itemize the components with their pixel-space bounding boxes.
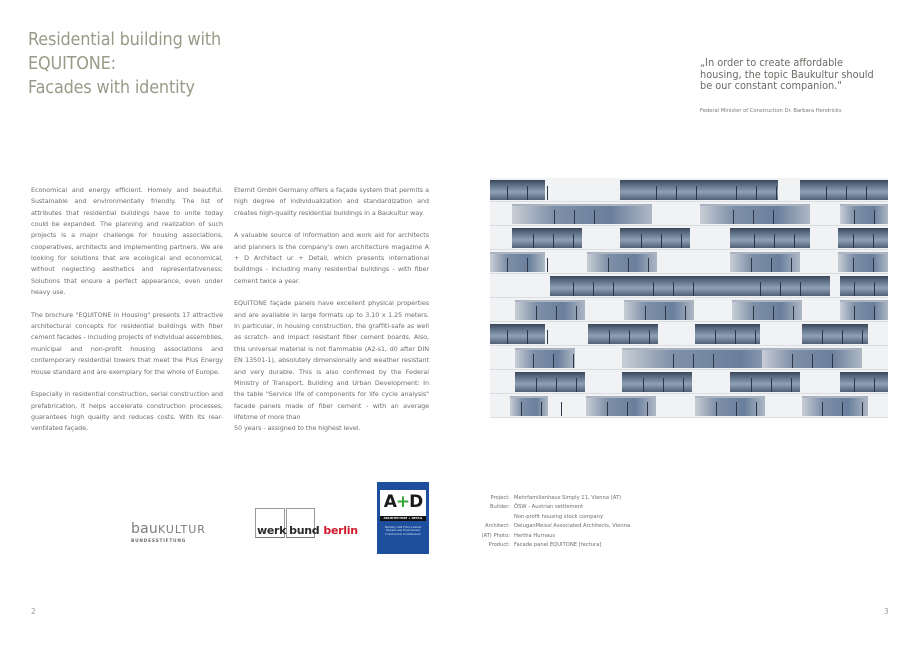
window <box>515 348 575 368</box>
window <box>838 228 888 248</box>
window <box>512 204 652 224</box>
window <box>718 180 778 200</box>
baukultur-logo-text: bau <box>131 521 158 537</box>
window <box>620 228 690 248</box>
paragraph: EQUITONE façade panels have excellent physical properties and are available in large formats up to 3.10 x 1.25 meters. In particular, in housing construction, the graffiti-safe as well as scratch- and impact resistant fiber cement boards. Also, this universal material is not flammable (A2-s1, d0 after DIN EN 13501-1), absolutely dimensionally and weather resistant and very durable. This is also confirmed by the Federal Ministry of Transport, Building and Urban Development: In the table "Service life of components for life cycle analysis" facade panels made of fiber cement - with an average lifetime of more than <box>234 299 429 421</box>
facade-row <box>490 394 888 418</box>
window <box>695 324 760 344</box>
facade-row <box>490 250 888 274</box>
credit-row: Product: Facade panel EQUITONE [tectura] <box>488 542 602 549</box>
window <box>802 396 868 416</box>
window <box>620 276 730 296</box>
ad-letter: A <box>383 492 396 512</box>
title-line-2: EQUITONE: <box>28 54 116 74</box>
paragraph: The brochure "EQUITONE in Housing" presents 17 attractive architectural concepts for residential buildings with fiber cement facades - including projects of individual assemblies, municipal and non-profit housing associations and contemporary residential towers that meet the Plus Energy House standard and are exemplary for the whole of Europe. <box>31 310 223 376</box>
window <box>840 300 888 320</box>
werkbund-word-berlin: berlin <box>323 524 358 537</box>
window <box>588 324 658 344</box>
window <box>512 228 582 248</box>
ad-letter: D <box>409 492 423 512</box>
baukultur-logo-text-upper: KULTUR <box>157 523 206 536</box>
window <box>490 324 545 344</box>
window <box>840 276 888 296</box>
paragraph: A valuable source of information and work aid for architects and planners is the company's own architecture magazine A + D Architect ur + Detail, which presents international buildings - including many residential buildings - with fiber cement twice a year. <box>234 231 429 285</box>
window <box>624 300 694 320</box>
window <box>700 204 810 224</box>
window <box>730 276 830 296</box>
window <box>840 204 888 224</box>
body-column-2 <box>234 185 429 435</box>
project-credits <box>476 494 630 550</box>
title-line-1: Residential building with <box>28 30 221 50</box>
paragraph: Especially in residential construction, serial construction and prefabrication, it helps accelerate construction processes, guarantees high quality and reduces costs. With its rear-ventilated façade, <box>31 390 223 433</box>
window <box>490 180 545 200</box>
ad-magazine-cover <box>377 482 429 554</box>
window <box>490 252 545 272</box>
window <box>587 252 657 272</box>
window <box>730 228 810 248</box>
window <box>515 300 585 320</box>
window <box>730 252 800 272</box>
page-number-right: 3 <box>884 607 889 616</box>
facade-row <box>490 346 888 370</box>
window <box>510 396 548 416</box>
window <box>762 348 862 368</box>
paragraph: 50 years - assigned to the highest level. <box>234 424 361 433</box>
ad-band: ARCHITECTURE + DETAIL <box>380 516 426 521</box>
window <box>800 180 888 200</box>
ad-plus: + <box>395 492 410 512</box>
facade-row <box>490 178 888 202</box>
window <box>586 396 656 416</box>
facade-row <box>490 274 888 298</box>
baukultur-logo-sub: BUNDESSTIFTUNG <box>131 539 187 544</box>
werkbund-word: werk <box>257 524 287 537</box>
page-title <box>28 28 230 100</box>
body-column-1 <box>31 185 223 435</box>
credit-row: Builder: ÖSW - Austrian settlement <box>489 504 584 511</box>
window <box>840 372 888 392</box>
facade-row <box>490 202 888 226</box>
window <box>802 324 868 344</box>
building-facade-photo <box>490 178 888 418</box>
credit-row: Non-profit housing stock company <box>514 513 604 520</box>
window <box>550 276 625 296</box>
window <box>622 372 692 392</box>
page-number-left: 2 <box>31 607 36 616</box>
baukultur-logo <box>131 521 206 544</box>
facade-row <box>490 322 888 346</box>
werkbund-text <box>257 524 358 537</box>
window <box>730 372 800 392</box>
window <box>732 300 802 320</box>
facade-row <box>490 298 888 322</box>
werkbund-word: bund <box>289 524 320 537</box>
credit-row: (AT) Photo: Hertha Hurnaus <box>481 532 556 539</box>
paragraph: Eternit GmbH Germany offers a façade system that permits a high degree of individualization and standardization and creates high-quality residential buildings in a Baukultur way. <box>234 186 429 217</box>
credit-row: Project: Mehrfamilienhaus Simply 11, Vienna (AT) <box>490 495 622 501</box>
window <box>838 252 888 272</box>
ad-description: Building with Fibre Cement Fassade and Environment Construction in Mitmensch <box>384 526 422 536</box>
quote-author: Federal Minister of Construction Dr. Barbara Hendricks <box>700 108 842 114</box>
facade-row <box>490 226 888 250</box>
window <box>695 396 765 416</box>
ad-logo-panel <box>380 490 426 516</box>
facade-row <box>490 370 888 394</box>
title-line-3: Facades with identity <box>28 78 195 98</box>
pull-quote: „In order to create affordable housing, the topic Baukultur should be our constant companion." <box>700 57 874 92</box>
paragraph: Economical and energy efficient. Homely and beautiful. Sustainable and environmentally friendly. The list of attributes that residential buildings have to unite today could be expanded. The planning and realization of such projects is a major challenge for housing associations, cooperatives, architects and implementing partners. We are looking for solutions that are ecological and economical, without neglecting aesthetics and representativeness; Solutions that ensure a perfect appearance, even under heavy use. <box>31 186 223 297</box>
window <box>515 372 585 392</box>
credit-row: Architect: DeluganMeissl Associated Architects, Vienna <box>484 523 631 530</box>
